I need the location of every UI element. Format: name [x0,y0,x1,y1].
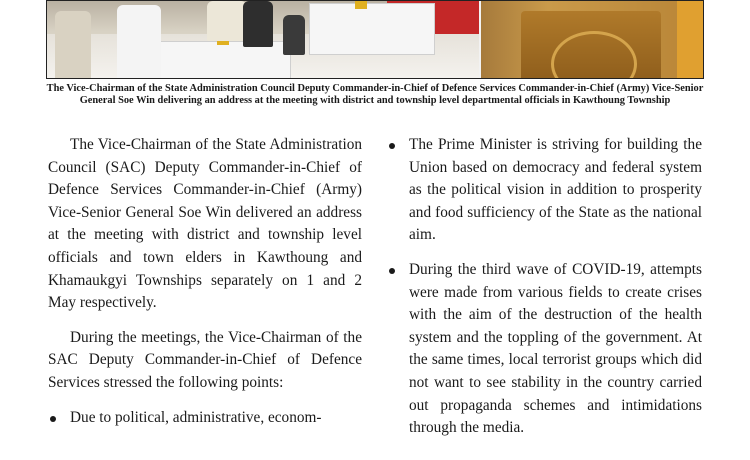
podium-photo [479,1,703,78]
bullet-point [48,407,362,430]
bullet-icon [389,268,395,274]
bullet-point [387,134,702,247]
article-paragraph: The Vice-Chairman of the State Administration Council (SAC) Deputy Commander-in-Chief of Defence Services Commander-in-Chief (Army) Vice-Senior General Soe Win delivered an address at the meeting with district and township level officials and town elders in Kawthoung and Khamaukgyi Townships separately on 1 and 2 May respectively. [48,136,362,312]
bullet-text: The Prime Minister is striving for building the Union based on democracy and federal system as the political vision in addition to prosperity and food sufficiency of the State as the national aim. [409,136,702,244]
photo-caption: The Vice-Chairman of the State Administration Council Deputy Commander-in-Chief of Defence Services Commander-in-Chief (Army) Vice-Senior General Soe Win delivering an address at the meeting with district and township level departmental officials in Kawthoung Township [46,83,704,106]
bullet-text: Due to political, administrative, econom- [70,408,322,426]
seated-person [117,5,161,78]
draped-table [309,3,435,55]
bullet-icon [389,143,395,149]
right-column [387,134,702,452]
seated-person [55,11,91,78]
seated-person [207,1,247,41]
article-paragraph: During the meetings, the Vice-Chairman of the SAC Deputy Commander-in-Chief of Defence Services stressed the following points: [48,328,362,391]
seated-person [283,15,305,55]
left-column [48,134,362,441]
table-item [355,1,367,9]
bullet-text: During the third wave of COVID-19, attempts were made from various fields to create crises with the aim of the destruction of the health system and the toppling of the government. At the same times, local terrorist groups which did not want to see stability in the country carried out propaganda schemes and intimidations through the media. [409,260,702,437]
curtain [677,1,703,78]
meeting-hall-photo [47,1,479,78]
bullet-icon [50,416,56,422]
seated-person [243,1,273,47]
news-photo [46,0,704,79]
bullet-point [387,259,702,440]
